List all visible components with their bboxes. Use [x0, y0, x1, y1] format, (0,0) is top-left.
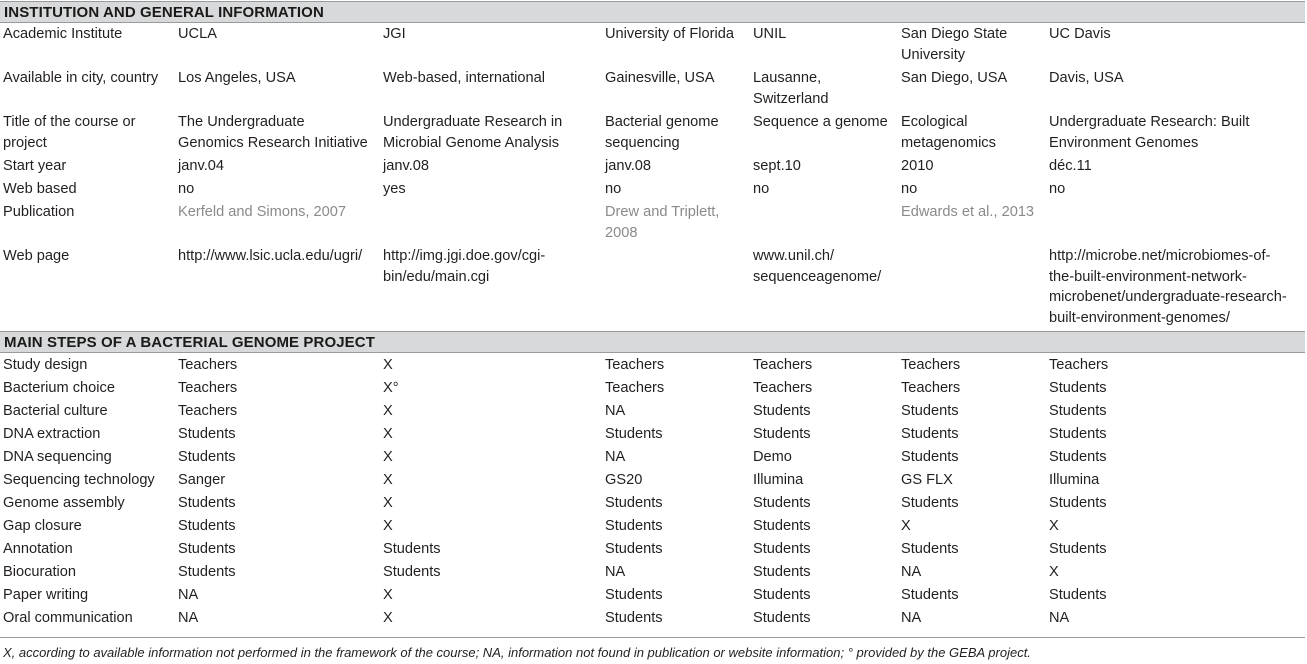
row-label: DNA extraction [3, 426, 101, 442]
table-cell: Teachers [605, 380, 665, 396]
table-cell: Students [605, 541, 663, 557]
table-cell: déc.11 [1049, 158, 1092, 174]
table-cell: Students [901, 587, 959, 603]
table-cell: Teachers [178, 357, 238, 373]
table-cell: Students [605, 426, 663, 442]
table-cell: X [383, 610, 393, 626]
row-label: Web based [3, 181, 77, 197]
table-cell: Students [753, 541, 811, 557]
table-cell: Undergraduate Research in Microbial Genome Analysis [383, 114, 563, 151]
table-cell: Students [605, 587, 663, 603]
row-label: Genome assembly [3, 495, 125, 511]
table-cell: NA [901, 610, 922, 626]
table-cell: Teachers [901, 357, 961, 373]
table-cell: Students [178, 449, 236, 465]
table-cell: Students [605, 495, 663, 511]
table-cell: X [901, 518, 911, 534]
row-label: Sequencing technology [3, 472, 155, 488]
table-cell: San Diego State University [901, 26, 1008, 63]
table-cell: Students [901, 495, 959, 511]
table-cell: Web-based, international [383, 70, 545, 86]
table-cell: GS FLX [901, 472, 953, 488]
table-cell: Students [178, 564, 236, 580]
table-cell: Teachers [178, 403, 238, 419]
table-bottom-rule [0, 637, 1305, 638]
table-cell: X [383, 495, 393, 511]
row-label: Title of the course or project [3, 114, 136, 151]
table-cell: janv.04 [178, 158, 224, 174]
table-cell: Students [753, 610, 811, 626]
row-label: Oral communication [3, 610, 133, 626]
table-cell: X [383, 449, 393, 465]
table-cell: http://img.jgi.doe.gov/cgi- bin/edu/main.cgi [383, 248, 546, 285]
table-cell: http://www.lsic.ucla.edu/ugri/ [178, 248, 363, 264]
table-cell: Students [1049, 449, 1107, 465]
table-cell: Students [1049, 403, 1107, 419]
table-cell: yes [383, 181, 406, 197]
table-cell: Teachers [178, 380, 238, 396]
table-cell: http://microbe.net/microbiomes-of- the-built-environment-network- microbenet/undergraduate-research- built-environment-genomes/ [1049, 248, 1287, 326]
table-cell: UC Davis [1049, 26, 1111, 42]
table-cell: Teachers [605, 357, 665, 373]
row-label: Bacterial culture [3, 403, 108, 419]
table-cell: Students [1049, 426, 1107, 442]
row-label: Publication [3, 204, 75, 220]
table-cell: Teachers [753, 380, 813, 396]
table-cell: Students [178, 495, 236, 511]
table-cell: Students [1049, 587, 1107, 603]
table-cell: NA [901, 564, 922, 580]
table-cell: Students [1049, 541, 1107, 557]
table-cell: X [383, 403, 393, 419]
table-cell: UNIL [753, 26, 787, 42]
row-label: Web page [3, 248, 70, 264]
table-cell: Students [753, 426, 811, 442]
row-label: Available in city, country [3, 70, 159, 86]
section-title: INSTITUTION AND GENERAL INFORMATION [4, 4, 324, 21]
row-label: Study design [3, 357, 88, 373]
table-cell: www.unil.ch/ sequenceagenome/ [753, 248, 882, 285]
row-label: Biocuration [3, 564, 77, 580]
table-cell: Students [901, 403, 959, 419]
table-cell: Illumina [1049, 472, 1100, 488]
table-cell: Gainesville, USA [605, 70, 715, 86]
table-cell: Students [753, 564, 811, 580]
table-cell: Demo [753, 449, 792, 465]
table-cell: San Diego, USA [901, 70, 1008, 86]
row-label: Start year [3, 158, 67, 174]
table-cell: GS20 [605, 472, 643, 488]
row-label: DNA sequencing [3, 449, 112, 465]
table-cell: Students [1049, 495, 1107, 511]
table-cell: Los Angeles, USA [178, 70, 296, 86]
table-footnote: X, according to available information not performed in the framework of the course; NA, information not found in publication or website information; ° provided by the GEBA project. [3, 645, 1031, 660]
section-header-institution [0, 1, 1305, 23]
table-cell: janv.08 [605, 158, 651, 174]
table-cell: Students [901, 449, 959, 465]
table-cell: sept.10 [753, 158, 801, 174]
table-cell: NA [178, 610, 199, 626]
table-cell: Students [605, 518, 663, 534]
row-label: Annotation [3, 541, 73, 557]
row-label: Paper writing [3, 587, 89, 603]
table-cell: no [753, 181, 770, 197]
row-label: Gap closure [3, 518, 82, 534]
table-cell: X [383, 472, 393, 488]
table-cell: janv.08 [383, 158, 429, 174]
table-cell: NA [605, 403, 626, 419]
table-cell: Students [178, 426, 236, 442]
table-cell: Kerfeld and Simons, 2007 [178, 204, 346, 220]
table-cell: Sanger [178, 472, 226, 488]
table-cell: no [178, 181, 195, 197]
table-cell: University of Florida [605, 26, 734, 42]
table-cell: 2010 [901, 158, 934, 174]
table-cell: Ecological metagenomics [901, 114, 996, 151]
table-cell: X [1049, 518, 1059, 534]
section-header-main-steps [0, 331, 1305, 353]
table-cell: UCLA [178, 26, 217, 42]
table-cell: X [383, 587, 393, 603]
table-cell: Students [1049, 380, 1107, 396]
table-cell: Students [753, 587, 811, 603]
table-cell: Undergraduate Research: Built Environment Genomes [1049, 114, 1250, 151]
table-cell: Students [753, 495, 811, 511]
table-cell: NA [605, 564, 626, 580]
table-cell: JGI [383, 26, 406, 42]
table-cell: X [383, 518, 393, 534]
table-cell: no [605, 181, 622, 197]
table-cell: X [383, 357, 393, 373]
table-cell: NA [605, 449, 626, 465]
table-cell: NA [1049, 610, 1070, 626]
table-cell: Students [178, 541, 236, 557]
table-cell: Edwards et al., 2013 [901, 204, 1035, 220]
table-cell: Students [383, 541, 441, 557]
table-cell: Students [901, 426, 959, 442]
table-cell: NA [178, 587, 199, 603]
table-cell: X° [383, 380, 399, 396]
table-cell: Lausanne, Switzerland [753, 70, 829, 107]
section-title: MAIN STEPS OF A BACTERIAL GENOME PROJECT [4, 334, 375, 351]
table-cell: Students [383, 564, 441, 580]
table-cell: Students [753, 518, 811, 534]
table-cell: no [1049, 181, 1066, 197]
table-cell: Students [605, 610, 663, 626]
table-cell: no [901, 181, 918, 197]
row-label: Bacterium choice [3, 380, 115, 396]
table-cell: X [383, 426, 393, 442]
table-cell: Students [753, 403, 811, 419]
table-cell: Students [178, 518, 236, 534]
table-cell: Davis, USA [1049, 70, 1124, 86]
table-cell: Bacterial genome sequencing [605, 114, 719, 151]
table-cell: Sequence a genome [753, 114, 888, 130]
table-cell: Illumina [753, 472, 804, 488]
table-cell: Students [901, 541, 959, 557]
table-cell: Drew and Triplett, 2008 [605, 204, 720, 241]
table-cell: The Undergraduate Genomics Research Initiative [178, 114, 368, 151]
table-cell: X [1049, 564, 1059, 580]
row-label: Academic Institute [3, 26, 123, 42]
table-cell: Teachers [753, 357, 813, 373]
table-cell: Teachers [901, 380, 961, 396]
table-cell: Teachers [1049, 357, 1109, 373]
